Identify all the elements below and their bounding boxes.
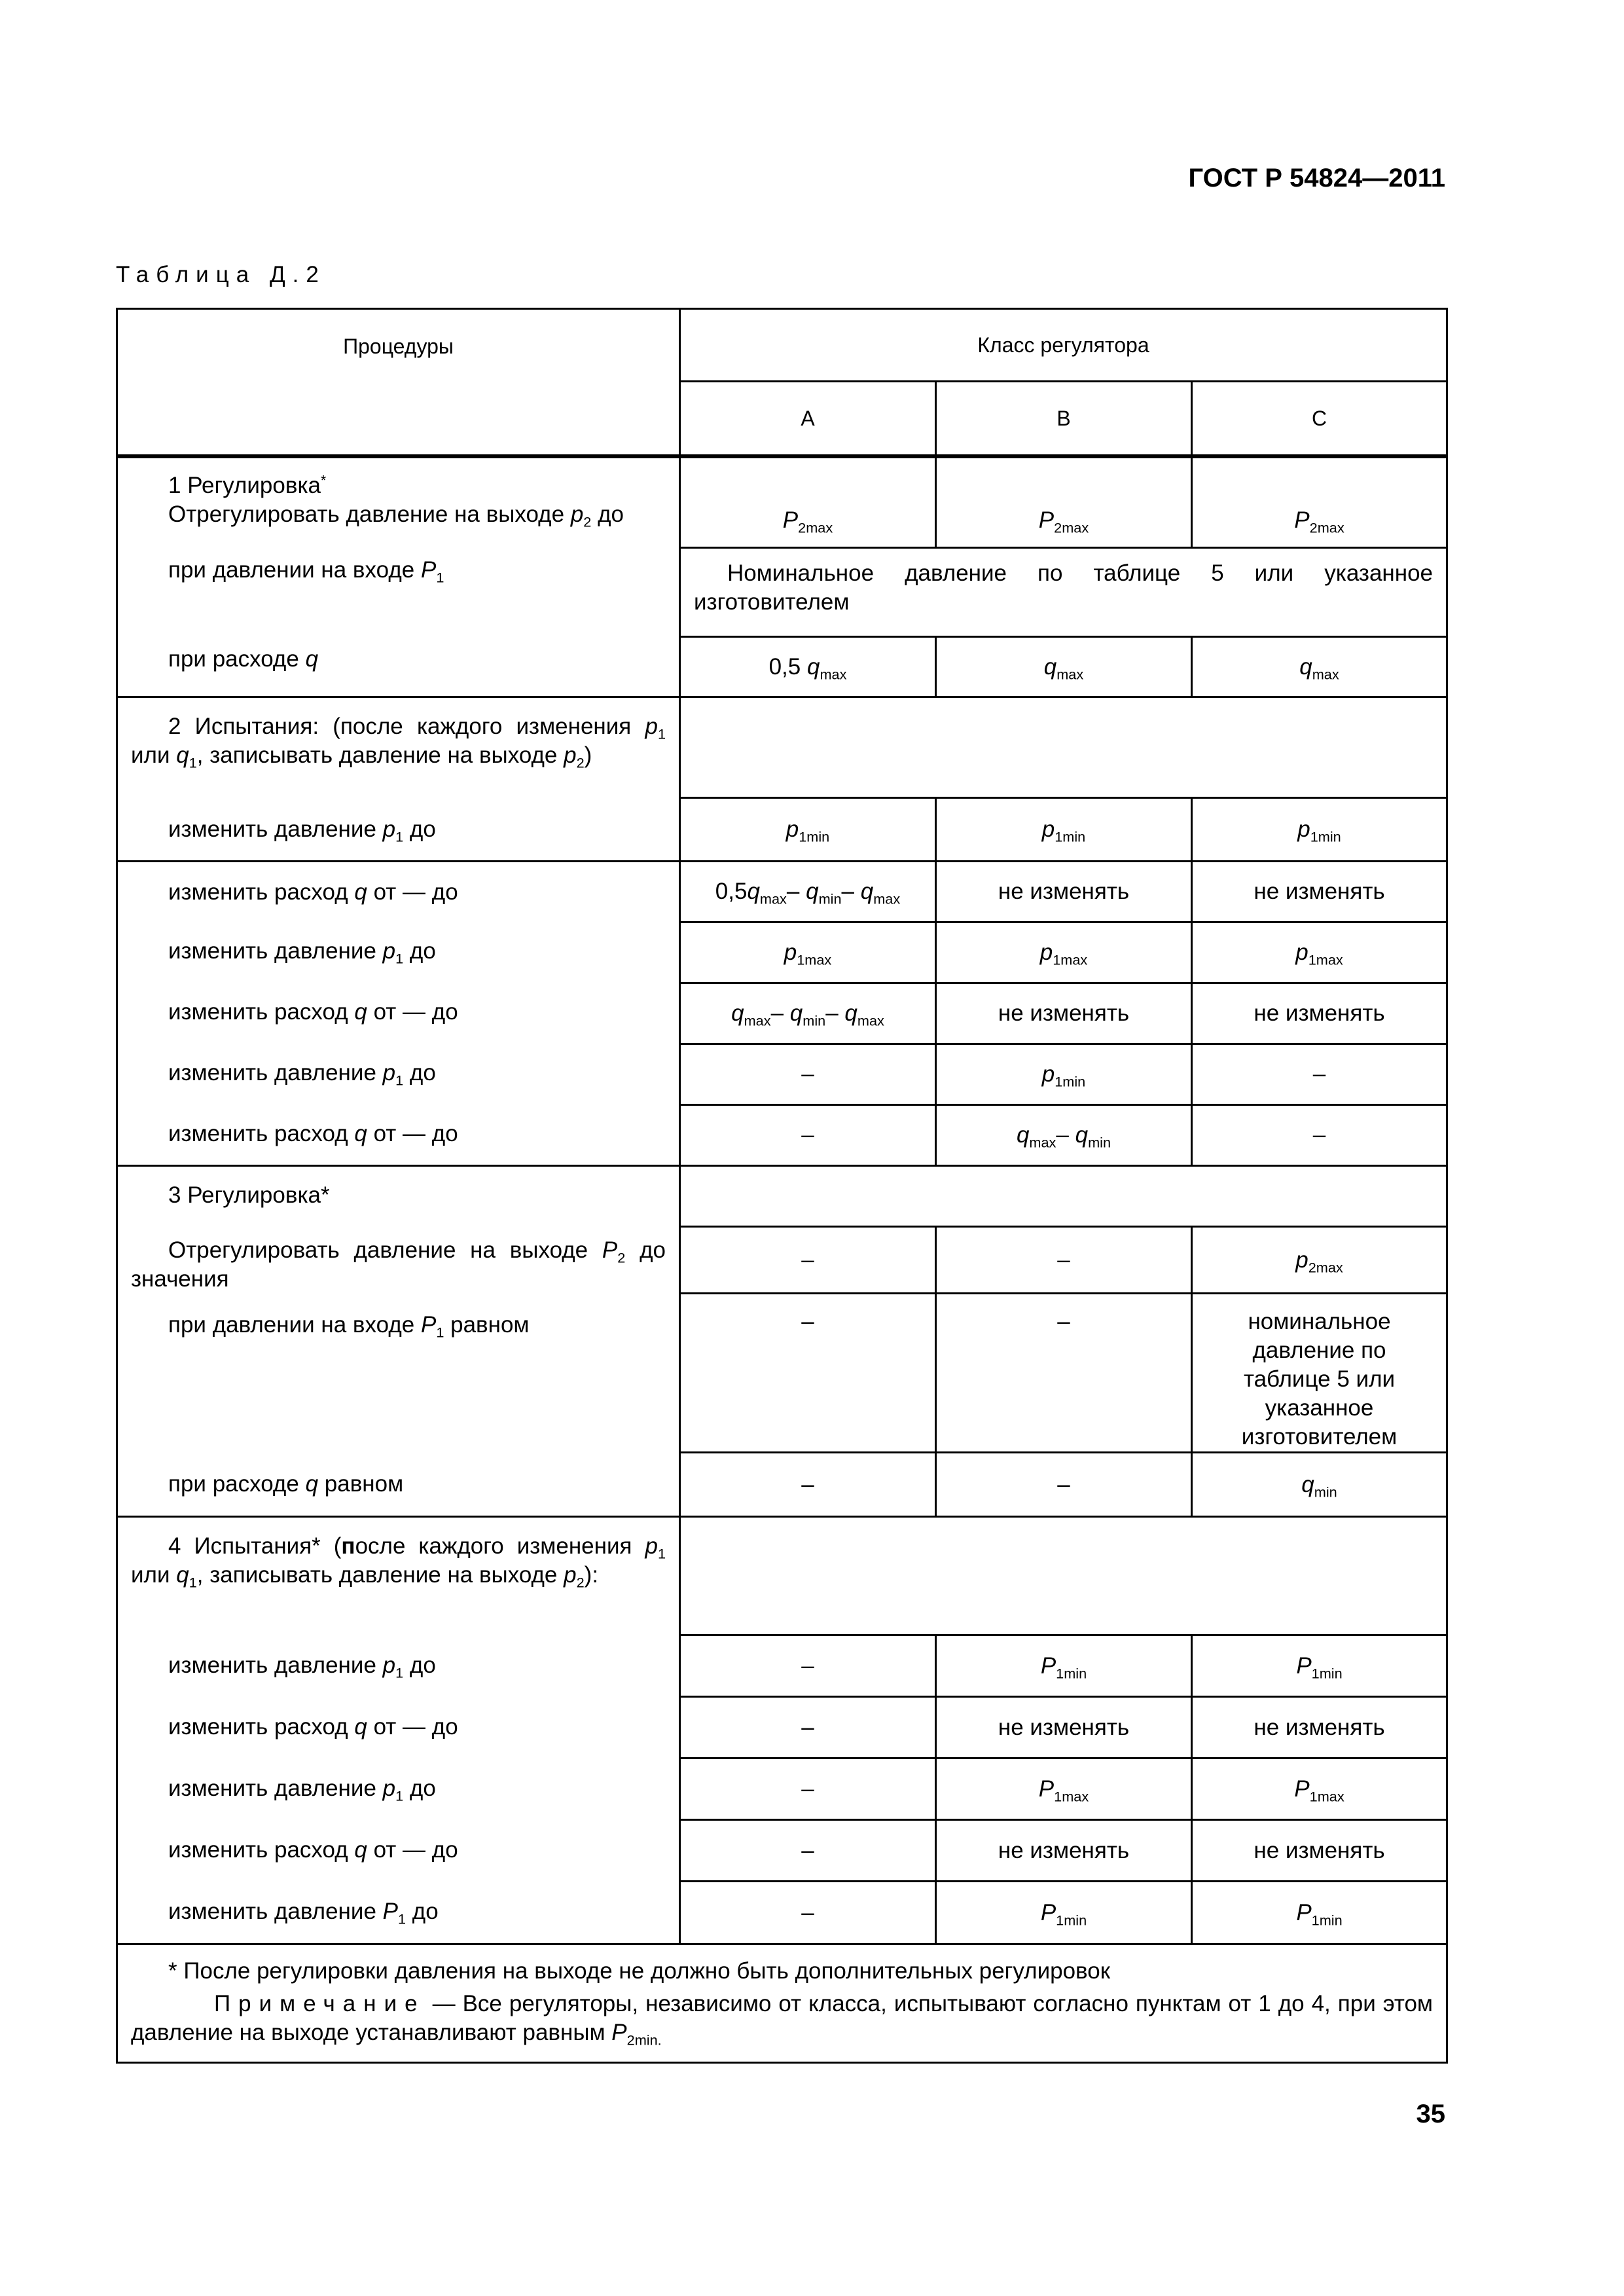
footnote: * После регулировки давления на выходе не должно быть дополнительных регулировок	[168, 1958, 1111, 1984]
block3-empty	[680, 1166, 1447, 1227]
header-procedures: Процедуры	[117, 309, 680, 456]
block1-r1-c: $P_{2max}$	[1192, 456, 1447, 548]
block2-row5-a: –	[680, 1044, 936, 1105]
block2-row5-label: изменить давление $p_1$ до	[117, 1044, 680, 1105]
block2-row3-c: $p_{1max}$	[1192, 922, 1447, 983]
block4-row5-a: –	[680, 1882, 936, 1944]
block4-row3-c: $P_{1max}$	[1192, 1758, 1447, 1820]
block3-r3-b: –	[936, 1453, 1192, 1517]
block2-row1-label: изменить давление $p_1$ до	[117, 798, 680, 862]
block1-flow-label: при расходе q	[117, 637, 680, 697]
block4-row5-b: $P_{1min}$	[936, 1882, 1192, 1944]
block4-empty	[680, 1517, 1447, 1635]
block3-r2-b: –	[936, 1294, 1192, 1453]
block2-title: 2 Испытания: (после каждого изменения $p_1$ или $q_1$, записывать давление на выходе $p_2$)	[117, 697, 680, 798]
block1-r1-b: $P_{2max}$	[936, 456, 1192, 548]
block3-input-pressure-label: при давлении на входе $P_1$ равном	[117, 1294, 680, 1453]
block4-row3-b: $P_{1max}$	[936, 1758, 1192, 1820]
header-class-a: A	[680, 382, 936, 456]
block2-row6-b: $q_{max}-$ $q_{min}$	[936, 1105, 1192, 1166]
block3-r1-b: –	[936, 1227, 1192, 1294]
block1-r3-b: $q_{max}$	[936, 637, 1192, 697]
block2-row1-c: $p_{1min}$	[1192, 798, 1447, 862]
header-class-b: B	[936, 382, 1192, 456]
block2-empty	[680, 697, 1447, 798]
block4-row4-a: –	[680, 1820, 936, 1882]
block4-row2-c: не изменять	[1192, 1697, 1447, 1758]
block2-row6-c: –	[1192, 1105, 1447, 1166]
block2-row6-label: изменить расход q от — до	[117, 1105, 680, 1166]
block3-title: 3 Регулировка*	[117, 1166, 680, 1227]
block4-row1-a: –	[680, 1635, 936, 1697]
block2-row3-label: изменить давление $p_1$ до	[117, 922, 680, 983]
block2-row6-a: –	[680, 1105, 936, 1166]
block2-row2-label: изменить расход q от — до	[117, 862, 680, 922]
block3-r2-c: номинальное давление по таблице 5 или указанное изготовителем	[1192, 1294, 1447, 1453]
block1-r3-a: 0,5 $q_{max}$	[680, 637, 936, 697]
block2-row2-c: не изменять	[1192, 862, 1447, 922]
block2-row4-a: $q_{max}-$ $q_{min}-$ $q_{max}$	[680, 983, 936, 1044]
block4-row1-c: $P_{1min}$	[1192, 1635, 1447, 1697]
block2-row1-a: $p_{1min}$	[680, 798, 936, 862]
block4-row3-a: –	[680, 1758, 936, 1820]
block2-row4-label: изменить расход q от — до	[117, 983, 680, 1044]
table-footer	[117, 1944, 1447, 2063]
block3-r1-c: $p_{2max}$	[1192, 1227, 1447, 1294]
block1-r3-c: $q_{max}$	[1192, 637, 1447, 697]
block1-input-pressure-label: при давлении на входе $P_1$	[117, 548, 680, 637]
header-class-c: C	[1192, 382, 1447, 456]
block3-flow-label: при расходе q равном	[117, 1453, 680, 1517]
block1-adjust-output-label: 1 Регулировка* Отрегулировать давление на выходе $p_2$ до	[117, 456, 680, 548]
block4-row4-label: изменить расход q от — до	[117, 1820, 680, 1882]
block4-row5-c: $P_{1min}$	[1192, 1882, 1447, 1944]
block4-row2-a: –	[680, 1697, 936, 1758]
block3-r3-a: –	[680, 1453, 936, 1517]
block2-row5-b: $p_{1min}$	[936, 1044, 1192, 1105]
table-note: Примечание — Все регуляторы, независимо от класса, испытывают согласно пунктам от 1 до 4, при этом давление на выходе устанавливают равным $P_{2min.}$	[131, 1991, 1433, 2049]
procedures-table	[116, 308, 1448, 2064]
header-regulator-class: Класс регулятора	[680, 309, 1447, 382]
table-caption: Таблица Д.2	[116, 262, 326, 287]
block4-row1-label: изменить давление $p_1$ до	[117, 1635, 680, 1697]
block4-row1-b: $P_{1min}$	[936, 1635, 1192, 1697]
block2-row2-b: не изменять	[936, 862, 1192, 922]
block4-row3-label: изменить давление $p_1$ до	[117, 1758, 680, 1820]
block4-row2-b: не изменять	[936, 1697, 1192, 1758]
block4-row4-c: не изменять	[1192, 1820, 1447, 1882]
block4-row5-label: изменить давление $P_1$ до	[117, 1882, 680, 1944]
block4-title: 4 Испытания* (после каждого изменения $p_1$ или $q_1$, записывать давление на выходе $p_2$):	[117, 1517, 680, 1635]
block2-row3-a: $p_{1max}$	[680, 922, 936, 983]
block4-row2-label: изменить расход q от — до	[117, 1697, 680, 1758]
block3-adjust-output-label: Отрегулировать давление на выходе $P_2$ до значения	[117, 1227, 680, 1294]
block3-r2-a: –	[680, 1294, 936, 1453]
page-number: 35	[1416, 2100, 1445, 2128]
block2-row5-c: –	[1192, 1044, 1447, 1105]
block2-row4-c: не изменять	[1192, 983, 1447, 1044]
block1-nominal-pressure: Номинальное давление по таблице 5 или указанное изготовителем	[680, 548, 1447, 637]
block1-r1-a: $P_{2max}$	[680, 456, 936, 548]
block2-row1-b: $p_{1min}$	[936, 798, 1192, 862]
block2-row4-b: не изменять	[936, 983, 1192, 1044]
block4-row4-b: не изменять	[936, 1820, 1192, 1882]
block3-r3-c: $q_{min}$	[1192, 1453, 1447, 1517]
block2-row3-b: $p_{1max}$	[936, 922, 1192, 983]
document-header: ГОСТ Р 54824—2011	[1188, 164, 1445, 192]
block2-row2-a: $0,5q_{max}-$ $q_{min}-$ $q_{max}$	[680, 862, 936, 922]
block3-r1-a: –	[680, 1227, 936, 1294]
